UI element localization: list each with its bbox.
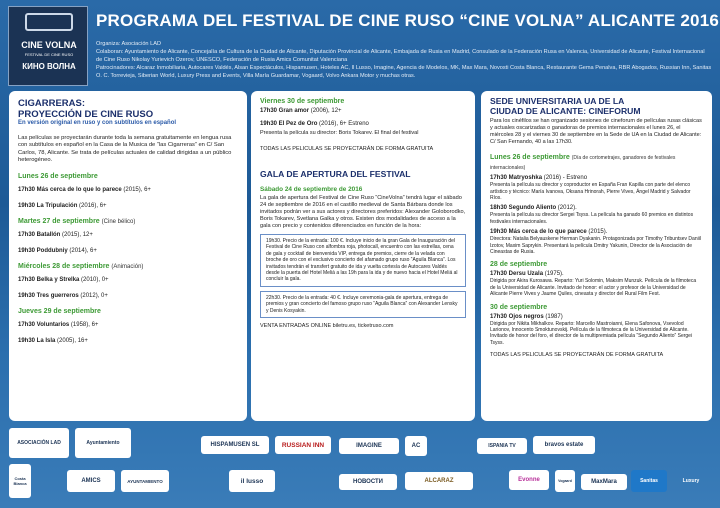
day-date-text: Lunes 26 de septiembre	[18, 172, 98, 180]
sponsor-logo: IMAGINE	[339, 438, 399, 454]
day-date	[18, 262, 238, 272]
film-note: Presenta la película su director: Boris Tokarev. El final del festival	[260, 130, 419, 136]
gala-heading: GALA DE APERTURA DEL FESTIVAL	[260, 169, 411, 179]
film-title: 17h30 Gran amor	[260, 108, 310, 114]
organizers-block	[96, 40, 712, 80]
day-block	[18, 217, 238, 255]
film-item	[18, 202, 238, 210]
film-info: (2016), 6+ Estreno	[319, 121, 369, 127]
free-screening-notice: TODAS LAS PELICULAS SE PROYECTARÁN DE FORMA GRATUITA	[260, 146, 434, 152]
film-info: (2015), 6+	[123, 186, 151, 193]
film-note: Directora: Natalia Belyauskene Herman Dyakanin. Protagonizada por Timothy Tribuntsev Daniil Izotov, Maxim Saprykin. Presentará la película Dmitry Yakunin, Director de la Asociación de Cineastas de Rusia.	[490, 236, 701, 256]
cigarreras-panel	[9, 91, 247, 421]
day-date-text: Martes 27 de septiembre	[18, 217, 100, 225]
film-item	[18, 321, 238, 329]
film-title: 17h30 Ojos negros	[490, 313, 544, 320]
film-note: Dirigida por Nikita Mikhalkov. Reparto: Marcello Mastroianni, Elena Safonova, Vsevolod Larionov, Innocento Smoktunovskij. Película de la filmoteca de la Universidad de Alicante. Invitado de honor del foro, el director de la multipremiada película “Segundo Aliento” Sergei Tsyss.	[490, 320, 693, 346]
logo-text-main: CINE VOLNA	[21, 40, 77, 50]
film-info: (2015).	[588, 229, 608, 236]
friday-date: Viernes 30 de septiembre	[260, 98, 345, 105]
gala-option-box: 19h30. Precio de la entrada: 100 €. Incluye inicio de la gran Gala de Inauguración del Festival de Cine Ruso con alfombra roja, photocall, encuentro con las estrellas, cena de gala y cocktail de bienvenida VIP, entrega de premios, cierre de la velada con broche de oro con el exclusivo concierto del afamado grupo ruso “Aguila Blanca”. Los invitados tendrán el transfert gratuito de ida y vuelta cortesía de Autocares Valdés desde la puerta del Hotel Meliá a las 19h para la ida y de nuevo hacia el Hotel Meliá al concluir la gala.	[260, 234, 466, 287]
film-note: Presenta la película su director y coproductor en España Fran Kapilla con parte del elenco artístico y técnico: María Ivanova, Oksana Hrinorah, Pierre Vives, Ángel Madrid y Salvador Ríos.	[490, 182, 691, 201]
patrocinadores-text: Patrocinadores: Alcaraz Inmobiliaria, Autocares Valdés, Alsan Espectáculos, Hispamusen, Hoteles AC, Il Lusso, Imagine, Agencia de Modelos, MK, Max Mara, Novosti Costa Blanca, Restaurante Gema Penalva, RBR Abogados, Russian Inn, Sanitas O. C. Torrevieja, Siberian World, Luxury Press and Events, Villa María Guardamar, Vogaard, Volvo Ankara Motor y muchas otras.	[96, 65, 712, 79]
free-screening-notice: TODAS LAS PELICULAS SE PROYECTARÁN DE FORMA GRATUITA	[490, 352, 664, 359]
film-info: (2014), 6+	[69, 247, 97, 254]
sponsor-logo: AMICS	[67, 470, 115, 492]
cineforum-heading-2: CIUDAD DE ALICANTE: CINEFORUM	[490, 105, 641, 116]
ticket-sales-link[interactable]: VENTA ENTRADAS ONLINE biletru.es, ticketruso.com	[260, 323, 394, 330]
film-title: 19h30 El Pez de Oro	[260, 121, 318, 127]
day-extra: (Cine bélico)	[101, 218, 136, 225]
sponsors-strip	[9, 426, 712, 502]
film-item	[490, 270, 703, 278]
film-info: (2016), 6+	[79, 202, 107, 209]
sponsor-logo: ISPANIA TV	[477, 438, 527, 454]
film-info: (2006), 12+	[310, 108, 342, 114]
gala-panel	[251, 91, 475, 421]
sponsor-logo: НОВОСТИ	[339, 474, 397, 490]
film-note: Dirigida por Akira Kurosawa. Reparto: Yuri Solomin, Maksim Munzuk. Película de la filmoteca de la Universidad de Alicante. Invitado de honor: el actor y profesor de la Universidad de Alicante Pierre Vives y Jaume Quiles, cineasta y director del Rural Film Fest.	[490, 278, 697, 298]
film-info: (1958), 6+	[70, 321, 99, 328]
film-note: Presenta la película su director Sergei Tsyss. La película ha ganado 60 premios en distintos festivales internacionales.	[490, 212, 694, 225]
film-info: (2012).	[557, 205, 577, 212]
day-date	[490, 153, 703, 173]
logo-text-russian: КИНО ВОЛНА	[22, 62, 76, 71]
sponsor-logo: AYUNTAMIENTO	[121, 470, 169, 492]
cigarreras-subtitle: En versión original en ruso y con subtítulos en español	[18, 120, 177, 126]
film-title: 17h30 Dersu Uzala	[490, 271, 544, 278]
cineforum-heading: SEDE UNIVERSITARIA UA DE LA	[490, 96, 625, 106]
day-date: 28 de septiembre	[490, 261, 548, 269]
day-date-text: Jueves 29 de septiembre	[18, 307, 101, 315]
sponsor-logo: AC	[405, 436, 427, 456]
film-item	[18, 292, 238, 300]
film-item	[18, 247, 238, 255]
sponsor-logo: Vogaard	[555, 470, 575, 492]
day-block	[18, 262, 238, 300]
film-title: 17h30 Belka y Strelka	[18, 276, 80, 283]
sponsor-logo: ASOCIACIÓN LAD	[9, 428, 69, 458]
film-info: (2016) - Estreno	[543, 175, 588, 182]
day-block	[18, 172, 238, 210]
day-extra: (Día de cortometrajes, ganadores de festivales internacionales)	[490, 155, 676, 172]
film-title: 19h30 La Isla	[18, 337, 56, 344]
film-title: 17h30 Más cerca de lo que lo parece	[18, 186, 122, 193]
page-title: PROGRAMA DEL FESTIVAL DE CINE RUSO “CINE VOLNA” ALICANTE 2016	[96, 11, 720, 30]
film-info: (1975).	[544, 271, 564, 278]
day-block	[18, 307, 238, 345]
film-item	[490, 313, 703, 321]
sponsor-logo: il lusso	[229, 470, 275, 492]
film-item	[18, 186, 238, 194]
day-extra: (Animación)	[111, 263, 144, 270]
film-info: (2015), 12+	[62, 231, 93, 238]
film-title: 19h30 Poddubniy	[18, 247, 68, 254]
day-date	[18, 172, 238, 182]
film-item	[260, 120, 466, 128]
day-date	[18, 307, 238, 317]
film-reel-icon	[25, 13, 73, 31]
film-title: 19h30 La Tripulación	[18, 202, 78, 209]
cineforum-intro: Para los cinéfilos se han organizado sesiones de cineforum de películas rusas clásicas y actuales oscarizadas o ganadoras de premios internacionales el lunes 26, el miércoles 28 y el viernes 30 de septiembre en la Sede de UA en la Ciudad de Alicante: C/ San Fernando, 40 a las 17h30.	[490, 118, 702, 146]
film-item	[18, 231, 238, 239]
day-date	[18, 217, 238, 227]
film-title: 18h30 Segundo Aliento	[490, 205, 557, 212]
film-item	[260, 107, 466, 115]
sponsor-logo: HISPAMUSEN SL	[201, 436, 269, 454]
gala-option-box: 22h30. Precio de la entrada: 40 €. Incluye ceremonia-gala de apertura, entrega de premios y gran concierto del famoso grupo ruso “Aguila Blanca” con Alexander Lensky y Denis Kosyakin.	[260, 291, 466, 318]
film-info: (2005), 16+	[57, 337, 88, 344]
sponsor-logo: ALCARAZ	[405, 472, 473, 490]
film-item	[490, 174, 703, 182]
film-item	[18, 276, 238, 284]
film-title: 19h30 Tres guerreros	[18, 292, 79, 299]
sponsor-logo: bravos estate	[533, 436, 595, 454]
logo-text-sub: FESTIVAL DE CINE RUSO	[24, 52, 74, 57]
film-item	[490, 228, 703, 236]
film-item	[18, 337, 238, 345]
day-date-text: Lunes 26 de septiembre	[490, 154, 570, 162]
sponsor-logo: MaxMara	[581, 474, 627, 490]
sponsor-logo: RUSSIAN INN	[275, 436, 331, 454]
film-title: 17h30 Batallón	[18, 231, 61, 238]
gala-text: La gala de apertura del Festival de Cine Ruso “CineVolna” tendrá lugar el sábado 24 de septiembre de 2016 en el castillo medieval de Santa Bárbara donde los invitados podrán ver a sus actores y directores preferidos: Alexander Goloborodko, Boris Tokarev, Svetlana Galka y otros. Existen dos modalidades de acceso a la gala con precio y contenidos diferenciados en función de la hora:	[260, 194, 466, 229]
film-info: (2012), 0+	[80, 292, 108, 299]
sponsor-logo: Ayuntamiento	[75, 428, 131, 458]
film-title: 19h30 Más cerca de lo que parece	[490, 229, 587, 236]
film-info: (1987)	[545, 313, 563, 320]
cigarreras-heading: CIGARRERAS:	[18, 98, 86, 109]
sponsor-logo: Costa Blanca	[9, 464, 31, 498]
film-title: 17h30 Matryoshka	[490, 175, 543, 182]
day-date-text: Miércoles 28 de septiembre	[18, 262, 110, 270]
day-date: 30 de septiembre	[490, 303, 548, 311]
sponsor-logo: Sanitas	[631, 470, 667, 492]
sponsor-logo: Luxury	[682, 478, 700, 484]
sponsor-logo: Evonne	[509, 470, 549, 490]
festival-logo	[8, 6, 88, 86]
film-title: 17h30 Voluntarios	[18, 321, 70, 328]
cigarreras-intro: Las películas se proyectarán durante toda la semana gratuitamente en lengua rusa con subtítulos en español en la Casa de la Musica de “las Cigarreras” en C/ San Carlos, 78, Alicante. Se trata de películas actuales de calidad dirigidas a un público heterogéneo.	[18, 134, 232, 164]
film-info: (2010), 0+	[81, 276, 109, 283]
organiza-text: Organiza: Asociación LAD	[96, 41, 161, 47]
film-item	[490, 204, 703, 212]
colaboran-text: Colaboran: Ayuntamiento de Alicante, Concejalía de Cultura de la Ciudad de Alicante, Diputación Provincial de Alicante, Embajada de Rusia en Madrid, Consulado de la Federación Rusa en Valencia, Universidad de Alicante, Festival Internacional de Cine Ruso Nikolay Yurievich Ozerov, UNESCO, Federación de Rusia Amics Comunitat Valenciana	[96, 49, 705, 63]
gala-date: Sábado 24 de septiembre de 2016	[260, 185, 363, 193]
cineforum-panel	[481, 91, 712, 421]
cigarreras-heading-2: PROYECCIÓN DE CINE RUSO	[18, 108, 154, 120]
